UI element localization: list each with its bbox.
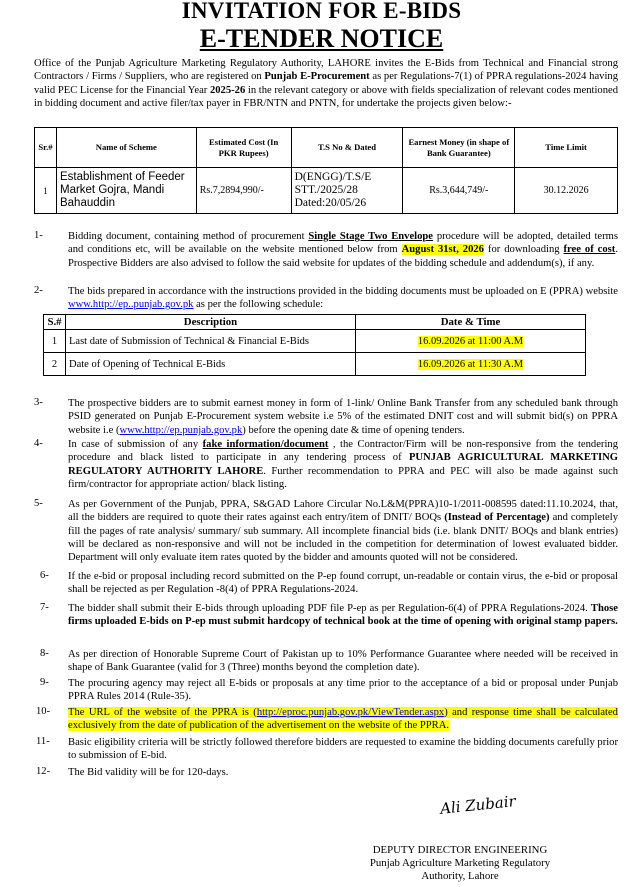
item-number: 11- [36, 736, 50, 747]
item-1-text: Bidding document, containing method of procurement [68, 231, 309, 242]
item-number: 10- [36, 706, 51, 717]
item-1 [68, 230, 618, 270]
col-header-cost: Estimated Cost (In PKR Rupees) [196, 128, 291, 168]
col-header-datetime: Date & Time [356, 315, 586, 330]
item-12 [68, 766, 618, 779]
item-5 [68, 498, 618, 564]
intro-bold-1: Punjab E-Procurement [264, 71, 370, 83]
download-date: August 31st, 2026 [401, 244, 484, 256]
item-number: 8- [40, 648, 49, 659]
item-5-text: and completely fill the pages of rate analysis/ summary/ sub summary. All incomplete financial bids (i.e. blank DNIT/ BOQs and blank entries) will be declared as non-responsive and will not be included in the competition for determination of lowest evaluated bidder. Department will only evaluate item rates quoted by the bidder and amounts quoted will not be considered. [68, 512, 618, 564]
submission-datetime: 16.09.2026 at 11:00 A.M [417, 335, 524, 347]
fake-info-text: fake information/document [202, 439, 329, 450]
ppra-url-link[interactable]: http://eproc.punjab.gov.pk/ViewTender.aspx [256, 707, 445, 718]
cell-sno: 1 [44, 330, 66, 353]
cell-earnest: Rs.3,644,749/- [403, 168, 515, 214]
item-number: 6- [40, 570, 49, 581]
cell-sno: 2 [44, 353, 66, 376]
intro-text-1: Office of the Punjab Agriculture Marketing Regulatory Authority, LAHORE invites the E-Bids from Technical and Financial strong Contractors / Firms / Suppliers, who are registered on [34, 58, 618, 83]
intro-paragraph [34, 57, 618, 111]
item-10-text: The URL of the website of the PPRA is ( [68, 707, 257, 718]
table-row [44, 330, 586, 353]
item-10-text: ) and response time shall be calculated exclusively from the date of publication of the advertisement on the website of the PPRA. [68, 707, 618, 732]
item-number: 4- [34, 438, 43, 449]
hardcopy-requirement: Those firms uploaded E-bids on P-ep must submit hardcopy of technical book at the time of opening with original stamp papers. [68, 603, 618, 628]
procurement-method: Single Stage Two Envelope [308, 231, 434, 242]
item-number: 3- [34, 397, 43, 408]
item-2-text: The bids prepared in accordance with the instructions provided in the bidding documents must be uploaded on E (PPRA) website [68, 286, 618, 297]
projects-table [34, 127, 618, 214]
item-2 [68, 285, 618, 312]
item-number: 2- [34, 285, 43, 296]
item-6 [68, 570, 618, 597]
authority-name: PUNJAB AGRICULTURAL MARKETING REGULATORY AUTHORITY LAHORE [68, 452, 618, 477]
item-12-text: The Bid validity will be for 120-days. [68, 767, 229, 778]
table-row [35, 168, 618, 214]
intro-text-3: in the relevant category or above with fields specialization of relevant codes mentioned in bidding document and active filer/tax payer in FBR/NTN and PNTN, for undertake the projects given below:- [34, 84, 618, 110]
cell-cost: Rs.7,2894,990/- [196, 168, 291, 214]
item-number: 5- [34, 498, 43, 509]
item-3 [68, 397, 618, 437]
item-5-text: As per Government of the Punjab, PPRA, S&GAD Lahore Circular No.L&M(PPRA)10-1/2011-008595 dated:11.10.2024, that, all the bidders are required to quote their rates against each entry/item of DNIT/ BOQs [68, 499, 618, 524]
item-2-text: as per the following schedule: [193, 299, 324, 311]
item-11 [68, 736, 618, 763]
cell-datetime [356, 353, 586, 376]
col-header-time: Time Limit [515, 128, 618, 168]
col-header-scheme: Name of Scheme [56, 128, 196, 168]
col-header-sr: Sr.# [35, 128, 57, 168]
item-6-text: If the e-bid or proposal including record submitted on the P-ep found corrupt, un-readable or contain virus, the e-bid or proposal shall be rejected as per Regulation -8(4) of PPRA Regulations-2024. [68, 571, 618, 596]
free-of-cost: free of cost [563, 244, 616, 256]
ppra-website-link[interactable]: www.http://ep..punjab.gov.pk [68, 299, 194, 311]
item-9 [68, 677, 618, 704]
cell-sr: 1 [35, 168, 57, 214]
item-number: 12- [36, 766, 51, 777]
item-8-text: As per direction of Honorable Supreme Court of Pakistan up to 10% Performance Guarantee where needed will be received in shape of Bank Guarantee (valid for 3 (Three) months beyond the completion date). [68, 649, 618, 674]
item-10-highlighted [68, 707, 618, 731]
cell-description: Date of Opening of Technical E-Bids [66, 353, 356, 376]
item-8 [68, 648, 618, 675]
instead-of-percentage: (Instead of Percentage) [444, 512, 550, 524]
col-header-earnest: Earnest Money (in shape of Bank Guarantee) [403, 128, 515, 168]
item-4-text: In case of submission of any [68, 439, 203, 450]
schedule-table-header [44, 315, 586, 330]
item-1-text: for downloading [483, 244, 564, 256]
cell-datetime [356, 330, 586, 353]
col-header-ts: T.S No & Dated [291, 128, 403, 168]
item-4-text: . Further recommendation to PPRA and PEC will also be made against such firm/contractor for appropriate action/ black listing. [68, 465, 618, 490]
cell-scheme: Establishment of Feeder Market Gojra, Mandi Bahauddin [56, 168, 196, 214]
item-1-text: . Prospective Bidders are also advised to follow the said website for updates of the bidding schedule and addendum(s), if any. [68, 244, 618, 269]
notice-subtitle: E-TENDER NOTICE [199, 24, 444, 53]
item-7 [68, 602, 618, 629]
item-number: 7- [40, 602, 49, 613]
opening-datetime: 16.09.2026 at 11:30 A.M [417, 358, 524, 370]
col-header-sno: S.# [44, 315, 66, 330]
cell-time: 30.12.2026 [515, 168, 618, 214]
item-3-text: The prospective bidders are to submit earnest money in form of 1-link/ Online Bank Transfer from any scheduled bank through PSID generated on Punjab E-Procurement system website i.e 5% of the estimated DNIT cost and will submit bid(s) on PPRA website i.e ( [68, 398, 618, 436]
item-1-text: procedure will be adopted, detailed terms and conditions etc, will be available on the website mentioned below from [68, 231, 619, 256]
item-11-text: Basic eligibility criteria will be strictly followed therefore bidders are requested to examine the bidding documents carefully prior to submission of E-bid. [68, 737, 618, 762]
item-7-text: The bidder shall submit their E-bids through uploading PDF file P-ep as per Regulation-6(4) of PPRA Regulations-2024. [68, 603, 591, 614]
item-10 [68, 706, 618, 733]
col-header-description: Description [66, 315, 356, 330]
table-row [44, 353, 586, 376]
item-4-text: , the Contractor/Firm will be non-responsive from the tendering procedure and black listed to participate in any tendering process of [68, 439, 618, 464]
projects-table-header [35, 128, 618, 168]
schedule-table [43, 314, 586, 376]
signatory-location: Authority, Lahore [421, 870, 499, 882]
item-3-text: ) before the opening date & time of opening tenders. [242, 424, 465, 436]
item-number: 9- [40, 677, 49, 688]
intro-bold-2: 2025-26 [209, 84, 246, 96]
signatory-org: Punjab Agriculture Marketing Regulatory [369, 857, 551, 869]
cell-ts: D(ENGG)/T.S/E STT./2025/28 Dated:20/05/26 [291, 168, 403, 214]
signatory-block [340, 844, 580, 883]
item-4 [68, 438, 618, 491]
ppra-website-link[interactable]: www.http://ep.punjab.gov.pk [119, 424, 243, 436]
item-number: 1- [34, 230, 43, 241]
signatory-title: DEPUTY DIRECTOR ENGINEERING [372, 844, 548, 856]
cell-description: Last date of Submission of Technical & Financial E-Bids [66, 330, 356, 353]
intro-text-2: as per Regulations-7(1) of PPRA regulations-2024 having valid PEC License for the Financial Year [34, 71, 618, 96]
signature: Ali Zubair [439, 792, 517, 818]
item-9-text: The procuring agency may reject all E-bids or proposals at any time prior to the acceptance of a bid or proposal under Punjab PPRA Rules 2014 (Rule-35). [68, 678, 618, 703]
notice-title: INVITATION FOR E-BIDS [181, 0, 462, 23]
